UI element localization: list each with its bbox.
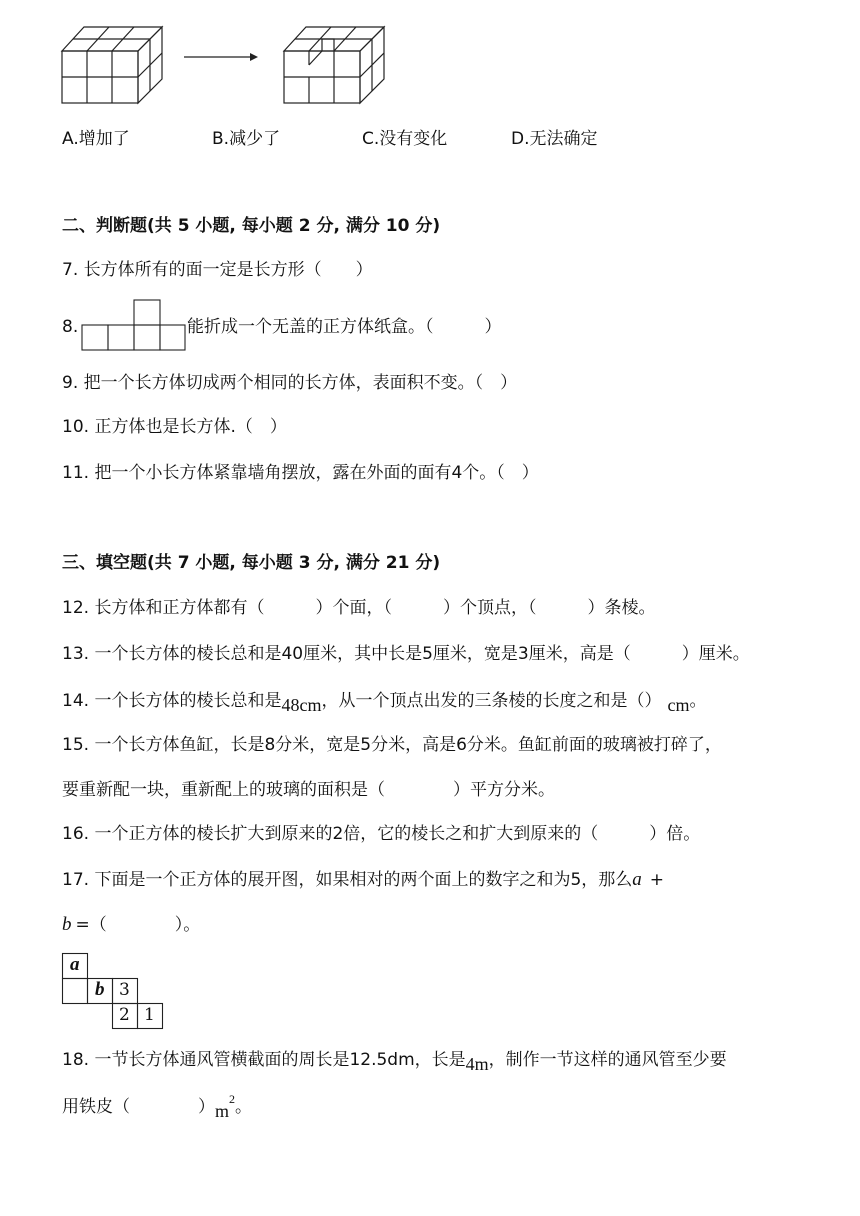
question-17-text: 17. 下面是一个正方体的展开图，如果相对的两个面上的数字之和为5，那么: [62, 870, 633, 890]
section-3-heading: 三、填空题(共 7 小题, 每小题 3 分, 满分 21 分): [62, 553, 441, 573]
question-18-exponent: 2: [229, 1092, 236, 1106]
question-15-line-1: 15. 一个长方体鱼缸，长是8分米，宽是5分米，高是6分米。鱼缸前面的玻璃被打碎了，: [62, 735, 722, 755]
option-d[interactable]: D.无法确定: [511, 129, 598, 149]
question-14: [62, 688, 706, 713]
question-9: 9. 把一个长方体切成两个相同的长方体，表面积不变。（ ）: [62, 373, 518, 393]
question-18-line-1: [62, 1047, 727, 1072]
question-18-line-2: [62, 1094, 252, 1120]
question-15-line-2: 要重新配一块，重新配上的玻璃的面积是（ ）平方分米。: [62, 780, 555, 800]
net-label-1: 1: [144, 1005, 155, 1025]
net-label-2: 2: [119, 1005, 130, 1025]
option-c[interactable]: C.没有变化: [362, 129, 448, 149]
cube-net-figure: [81, 298, 187, 352]
question-7: 7. 长方体所有的面一定是长方形（ ）: [62, 260, 373, 280]
question-17-var-b: b: [62, 914, 72, 935]
question-14-text-a: 14. 一个长方体的棱长总和是: [62, 691, 282, 711]
question-17-plus: +: [649, 870, 665, 890]
net-label-b: b: [95, 979, 105, 1000]
question-12: 12. 长方体和正方体都有（ ）个面，（ ）个顶点，（ ）条棱。: [62, 598, 656, 618]
question-17-var-a: a: [632, 869, 642, 890]
question-14-unit: cm: [667, 695, 690, 715]
cube-net-grid: [62, 953, 166, 1031]
net-label-3: 3: [119, 980, 130, 1000]
question-14-text-b: ，从一个顶点出发的三条棱的长度之和是（）: [321, 691, 662, 711]
question-18-text-b: ，制作一节这样的通风管至少要: [488, 1050, 727, 1070]
question-18-unit: m: [215, 1101, 230, 1121]
question-14-value: 48cm: [281, 695, 322, 715]
question-18-text-a: 18. 一节长方体通风管横截面的周长是12.5dm，长是: [62, 1050, 466, 1070]
section-2-heading: 二、判断题(共 5 小题, 每小题 2 分, 满分 10 分): [62, 216, 441, 236]
question-11: 11. 把一个小长方体紧靠墙角摆放，露在外面的面有4个。（ ）: [62, 463, 539, 483]
question-17-line-1: [62, 868, 664, 892]
question-8-number: 8.: [62, 317, 79, 337]
question-17-answer: =（ ）。: [75, 915, 201, 935]
cube-figure-after: [282, 25, 392, 107]
question-18-end: 。: [235, 1097, 253, 1117]
question-18-length: 4m: [465, 1054, 489, 1074]
question-16: 16. 一个正方体的棱长扩大到原来的2倍，它的棱长之和扩大到原来的（ ）倍。: [62, 824, 701, 844]
question-18-answer: 用铁皮（ ）: [62, 1097, 215, 1117]
question-13: 13. 一个长方体的棱长总和是40厘米，其中长是5厘米，宽是3厘米，高是（ ）厘米。: [62, 644, 750, 664]
arrow-icon: [184, 52, 258, 62]
question-10: 10. 正方体也是长方体.（ ）: [62, 417, 287, 437]
option-b[interactable]: B.减少了: [212, 129, 281, 149]
question-8-text: 能折成一个无盖的正方体纸盒。（ ）: [187, 317, 502, 337]
net-label-a: a: [70, 954, 80, 975]
question-14-end: 。: [689, 691, 707, 711]
option-a[interactable]: A.增加了: [62, 129, 130, 149]
cube-figure-before: [60, 25, 170, 107]
question-17-line-2: [62, 913, 200, 937]
